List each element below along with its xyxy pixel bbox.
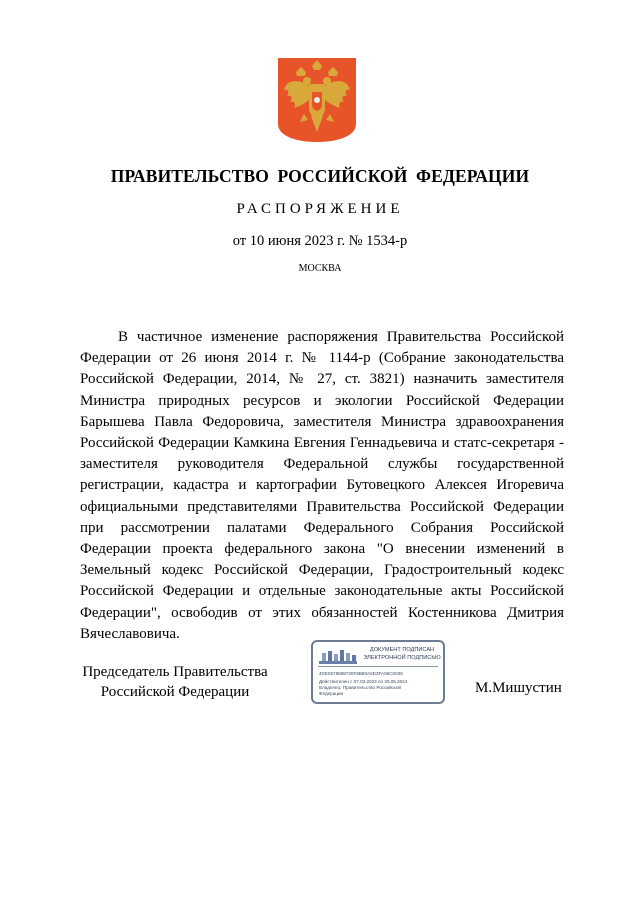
document-city: МОСКВА — [298, 263, 342, 274]
signer-title-line2: Российской Федерации — [100, 684, 250, 700]
government-title: ПРАВИТЕЛЬСТВО РОССИЙСКОЙ ФЕДЕРАЦИИ — [110, 166, 530, 186]
signer-name: М.Мишустин — [475, 680, 562, 696]
stamp-owner-line2: Федерации — [319, 691, 344, 696]
document-date-number: от 10 июня 2023 г. № 1534-р — [232, 233, 408, 249]
stamp-owner-line1: Владелец: Правительство Российской — [319, 685, 401, 690]
order-text: В частичное изменение распоряжения Правительства Российской Федерации от 26 июня 2014 г. № 1144-р (Собрание законодательства Российской Федерации, 2014, № 27, ст. 3821) назначить заместителя Министра природных ресурсов и экологии Российской Федерации Барышева Павла Федоровича, заместителя Министра здравоохранения Российской Федерации Камкина Евгения Геннадьевича и статс-секретаря - заместителя руководителя Федеральной службы государственной регистрации, кадастра и картографии Бутовецкого Алексея Игоревича официальными представителями Правительства Российской Федерации при рассмотрении палатами Федерального Собрания Российской Федерации проекта федерального закона "О внесении изменений в Земельный кодекс Российской Федерации, Градостроительный кодекс Российской Федерации и отдельные законодательные акты Российской Федерации", освободив от этих обязанностей Костенникова Дмитрия Вячеславовича. — [80, 329, 564, 642]
russian-coat-of-arms-icon — [276, 56, 358, 144]
stamp-validity: Действителен с 07.03.2023 по 30.05.2024 — [319, 679, 408, 684]
stamp-heading-line1: ДОКУМЕНТ ПОДПИСАН — [369, 647, 435, 653]
stamp-divider — [318, 666, 438, 667]
document-type: РАСПОРЯЖЕНИЕ — [236, 201, 404, 217]
stamp-certificate: 4DE0578888730F8B80A6D3FA06C0036 — [319, 671, 403, 676]
stamp-heading-line2: ЭЛЕКТРОННОЙ ПОДПИСЬЮ — [363, 654, 441, 661]
signer-title — [70, 662, 280, 702]
electronic-signature-emblem-icon — [318, 647, 358, 667]
stamp-heading — [359, 647, 445, 662]
electronic-signature-stamp — [311, 640, 445, 704]
signer-title-line1: Председатель Правительства — [82, 664, 268, 680]
